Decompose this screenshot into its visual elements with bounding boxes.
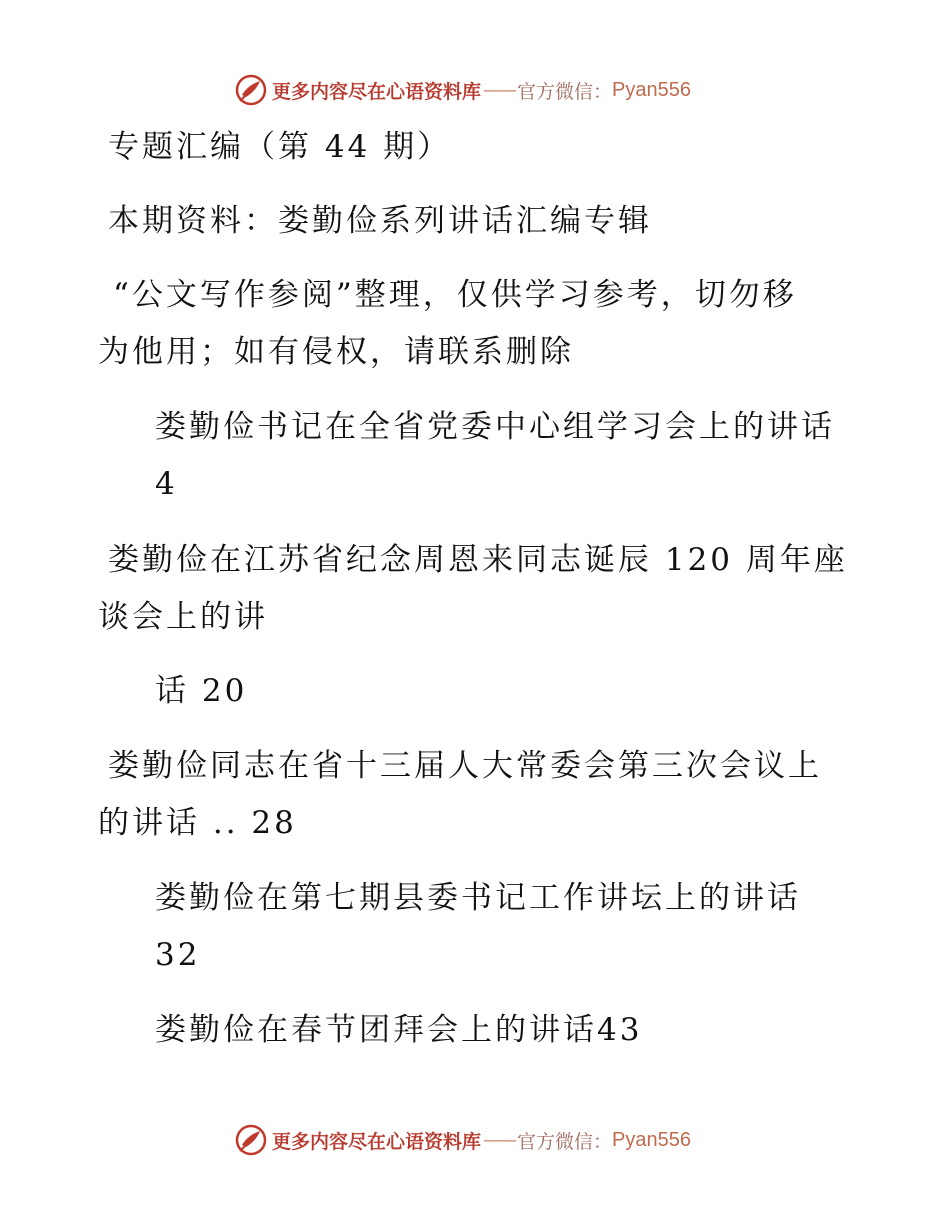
watermark-sub-text: 官方微信：	[517, 1130, 613, 1153]
issue-title: 专题汇编（第 44 期）	[108, 129, 452, 165]
issue-subject: 本期资料：娄勤俭系列讲话汇编专辑	[108, 203, 652, 239]
watermark-id-text: Pyan556	[612, 78, 691, 101]
watermark-dash: ——	[483, 79, 516, 101]
watermark-id-text: Pyan556	[612, 1128, 691, 1151]
toc-entry-4-page: 32	[155, 937, 201, 973]
quill-logo-icon	[234, 73, 268, 107]
quill-logo-icon	[234, 1123, 268, 1157]
toc-entry-2: 娄勤俭在江苏省纪念周恩来同志诞辰 120 周年座	[108, 542, 848, 578]
disclaimer-line-1: “公文写作参阅”整理，仅供学习参考，切勿移	[113, 277, 797, 313]
disclaimer-line-2: 为他用；如有侵权，请联系删除	[98, 334, 574, 370]
toc-entry-3: 娄勤俭同志在省十三届人大常委会第三次会议上	[108, 748, 822, 784]
toc-entry-4: 娄勤俭在第七期县委书记工作讲坛上的讲话	[155, 880, 801, 916]
watermark-sub-text: 官方微信：	[517, 80, 613, 103]
header-watermark	[0, 70, 950, 110]
toc-entry-2-cont: 谈会上的讲	[98, 599, 268, 635]
toc-entry-2-page: 话 20	[155, 673, 248, 709]
watermark-dash: ——	[483, 1129, 516, 1151]
watermark-main-text: 更多内容尽在心语资料库	[272, 1130, 482, 1153]
toc-entry-3-cont: 的讲话 .. 28	[98, 805, 297, 841]
watermark-main-text: 更多内容尽在心语资料库	[272, 80, 482, 103]
toc-entry-5: 娄勤俭在春节团拜会上的讲话43	[155, 1012, 643, 1048]
toc-entry-1-page: 4	[155, 466, 178, 502]
toc-entry-1: 娄勤俭书记在全省党委中心组学习会上的讲话	[155, 409, 835, 445]
footer-watermark	[0, 1120, 950, 1160]
